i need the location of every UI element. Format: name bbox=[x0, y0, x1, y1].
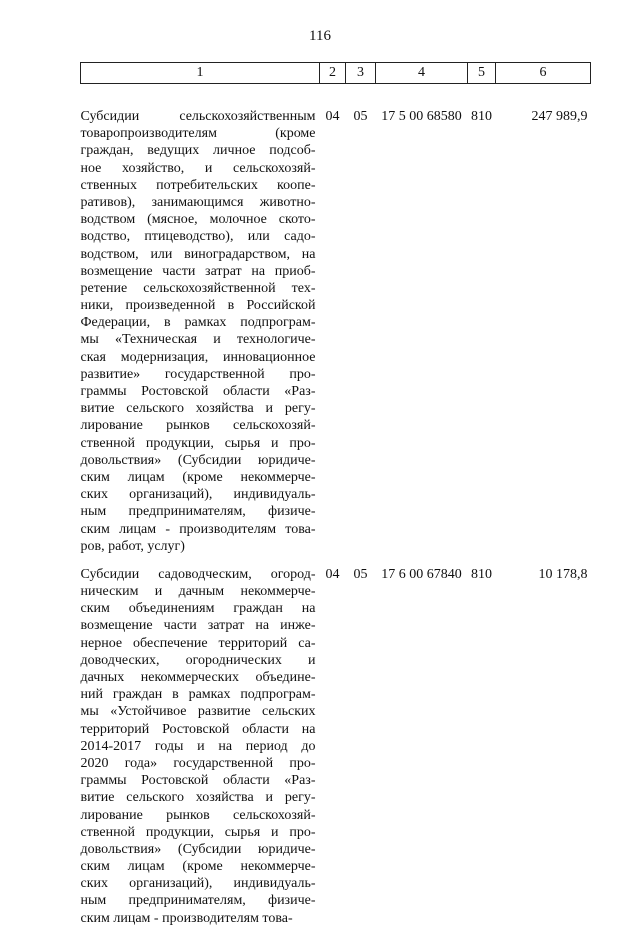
description-line: ственных потребительских коопе- bbox=[80, 177, 316, 193]
row-expense-type: 810 bbox=[471, 566, 492, 582]
row-target-article: 17 5 00 68580 bbox=[381, 109, 462, 124]
description-line: нерное обеспечение территорий са- bbox=[80, 635, 316, 651]
description-line: ским лицам - производителям това- bbox=[80, 521, 316, 537]
description-line: ний граждан в рамках подпрограм- bbox=[80, 687, 316, 703]
description-line: ническим и дачным некоммерче- bbox=[80, 584, 316, 600]
description-line: ники, произведенной в Российской bbox=[80, 298, 316, 314]
description-line: ственной продукции, сырья и про- bbox=[80, 435, 316, 451]
description-line: товаропроизводителям (кроме bbox=[80, 126, 316, 142]
column-header-4: 4 bbox=[376, 63, 468, 84]
description-line: Федерации, в рамках подпрограм- bbox=[80, 315, 316, 331]
description-line: водством (мясное, молочное ското- bbox=[80, 212, 316, 228]
row-amount: 10 178,8 bbox=[538, 566, 588, 582]
column-header-6: 6 bbox=[496, 63, 591, 84]
description-line: ным предпринимателям, физиче- bbox=[80, 504, 316, 520]
description-line: возмещение части затрат на приоб- bbox=[80, 263, 316, 279]
description-line: дачных некоммерческих объедине- bbox=[80, 670, 316, 685]
description-line: мы «Техническая и технологиче- bbox=[80, 332, 316, 348]
row-target-article: 17 6 00 67840 bbox=[381, 566, 462, 582]
table-row bbox=[81, 84, 591, 555]
description-line: ских организаций), индивидуаль- bbox=[80, 876, 316, 892]
row-subsection-code: 05 bbox=[353, 109, 368, 124]
table-row bbox=[81, 555, 591, 927]
description-line: ским лицам - производителям това- bbox=[80, 910, 293, 926]
description-line: лирование рынков сельскохозяй- bbox=[80, 418, 316, 434]
description-line: мы «Устойчивое развитие сельских bbox=[80, 704, 316, 720]
description-line: водство, птицеводство), или садо- bbox=[80, 229, 316, 245]
description-line: ским объединениям граждан на bbox=[80, 601, 316, 617]
description-line: ская модернизация, инновационное bbox=[80, 349, 316, 365]
description-line: Субсидии сельскохозяйственным bbox=[80, 109, 316, 124]
description-line: территорий Ростовской области на bbox=[80, 721, 316, 737]
description-line: ских организаций), индивидуаль- bbox=[80, 487, 316, 503]
description-line: водством, или виноградарством, на bbox=[80, 246, 316, 262]
description-line: ное хозяйство, и сельскохозяй- bbox=[80, 160, 316, 176]
row-section-code: 04 bbox=[325, 566, 340, 582]
page-number: 116 bbox=[309, 28, 331, 44]
description-line: граммы Ростовской области «Раз- bbox=[80, 384, 316, 399]
description-line: ретение сельскохозяйственной тех- bbox=[80, 280, 316, 296]
description-line: граммы Ростовской области «Раз- bbox=[80, 773, 316, 789]
description-line: ративов), занимающимся животно- bbox=[80, 194, 316, 210]
column-header-2: 2 bbox=[320, 63, 346, 84]
description-line: ским лицам (кроме некоммерче- bbox=[80, 469, 316, 485]
row-section-code: 04 bbox=[325, 109, 340, 124]
description-line: лирование рынков сельскохозяй- bbox=[80, 807, 316, 823]
description-line: граждан, ведущих личное подсоб- bbox=[80, 143, 316, 159]
row-subsection-code: 05 bbox=[353, 566, 368, 582]
row-description bbox=[81, 555, 320, 927]
description-line: 2020 года» государственной про- bbox=[80, 755, 316, 771]
description-line: ским лицам (кроме некоммерче- bbox=[80, 859, 316, 875]
description-line: довольствия» (Субсидии юридиче- bbox=[80, 452, 316, 468]
column-header-5: 5 bbox=[468, 63, 496, 84]
table-header bbox=[81, 63, 591, 84]
column-header-3: 3 bbox=[346, 63, 376, 84]
description-line: ным предпринимателям, физиче- bbox=[80, 893, 316, 909]
column-header-1: 1 bbox=[81, 63, 320, 84]
row-description bbox=[81, 84, 320, 555]
description-line: Субсидии садоводческим, огород- bbox=[80, 566, 316, 582]
description-line: довольствия» (Субсидии юридиче- bbox=[80, 841, 316, 857]
budget-table bbox=[80, 62, 591, 927]
description-line: витие сельского хозяйства и регу- bbox=[80, 790, 316, 806]
row-amount: 247 989,9 bbox=[531, 109, 588, 124]
description-line: витие сельского хозяйства и регу- bbox=[80, 401, 316, 417]
description-line: 2014-2017 годы и на период до bbox=[80, 738, 316, 754]
description-line: возмещение части затрат на инже- bbox=[80, 618, 316, 634]
description-line: ров, работ, услуг) bbox=[80, 538, 185, 554]
description-line: доводческих, огороднических и bbox=[80, 652, 316, 668]
row-expense-type: 810 bbox=[471, 109, 492, 124]
description-line: ственной продукции, сырья и про- bbox=[80, 824, 316, 840]
description-line: развитие» государственной про- bbox=[80, 366, 316, 382]
